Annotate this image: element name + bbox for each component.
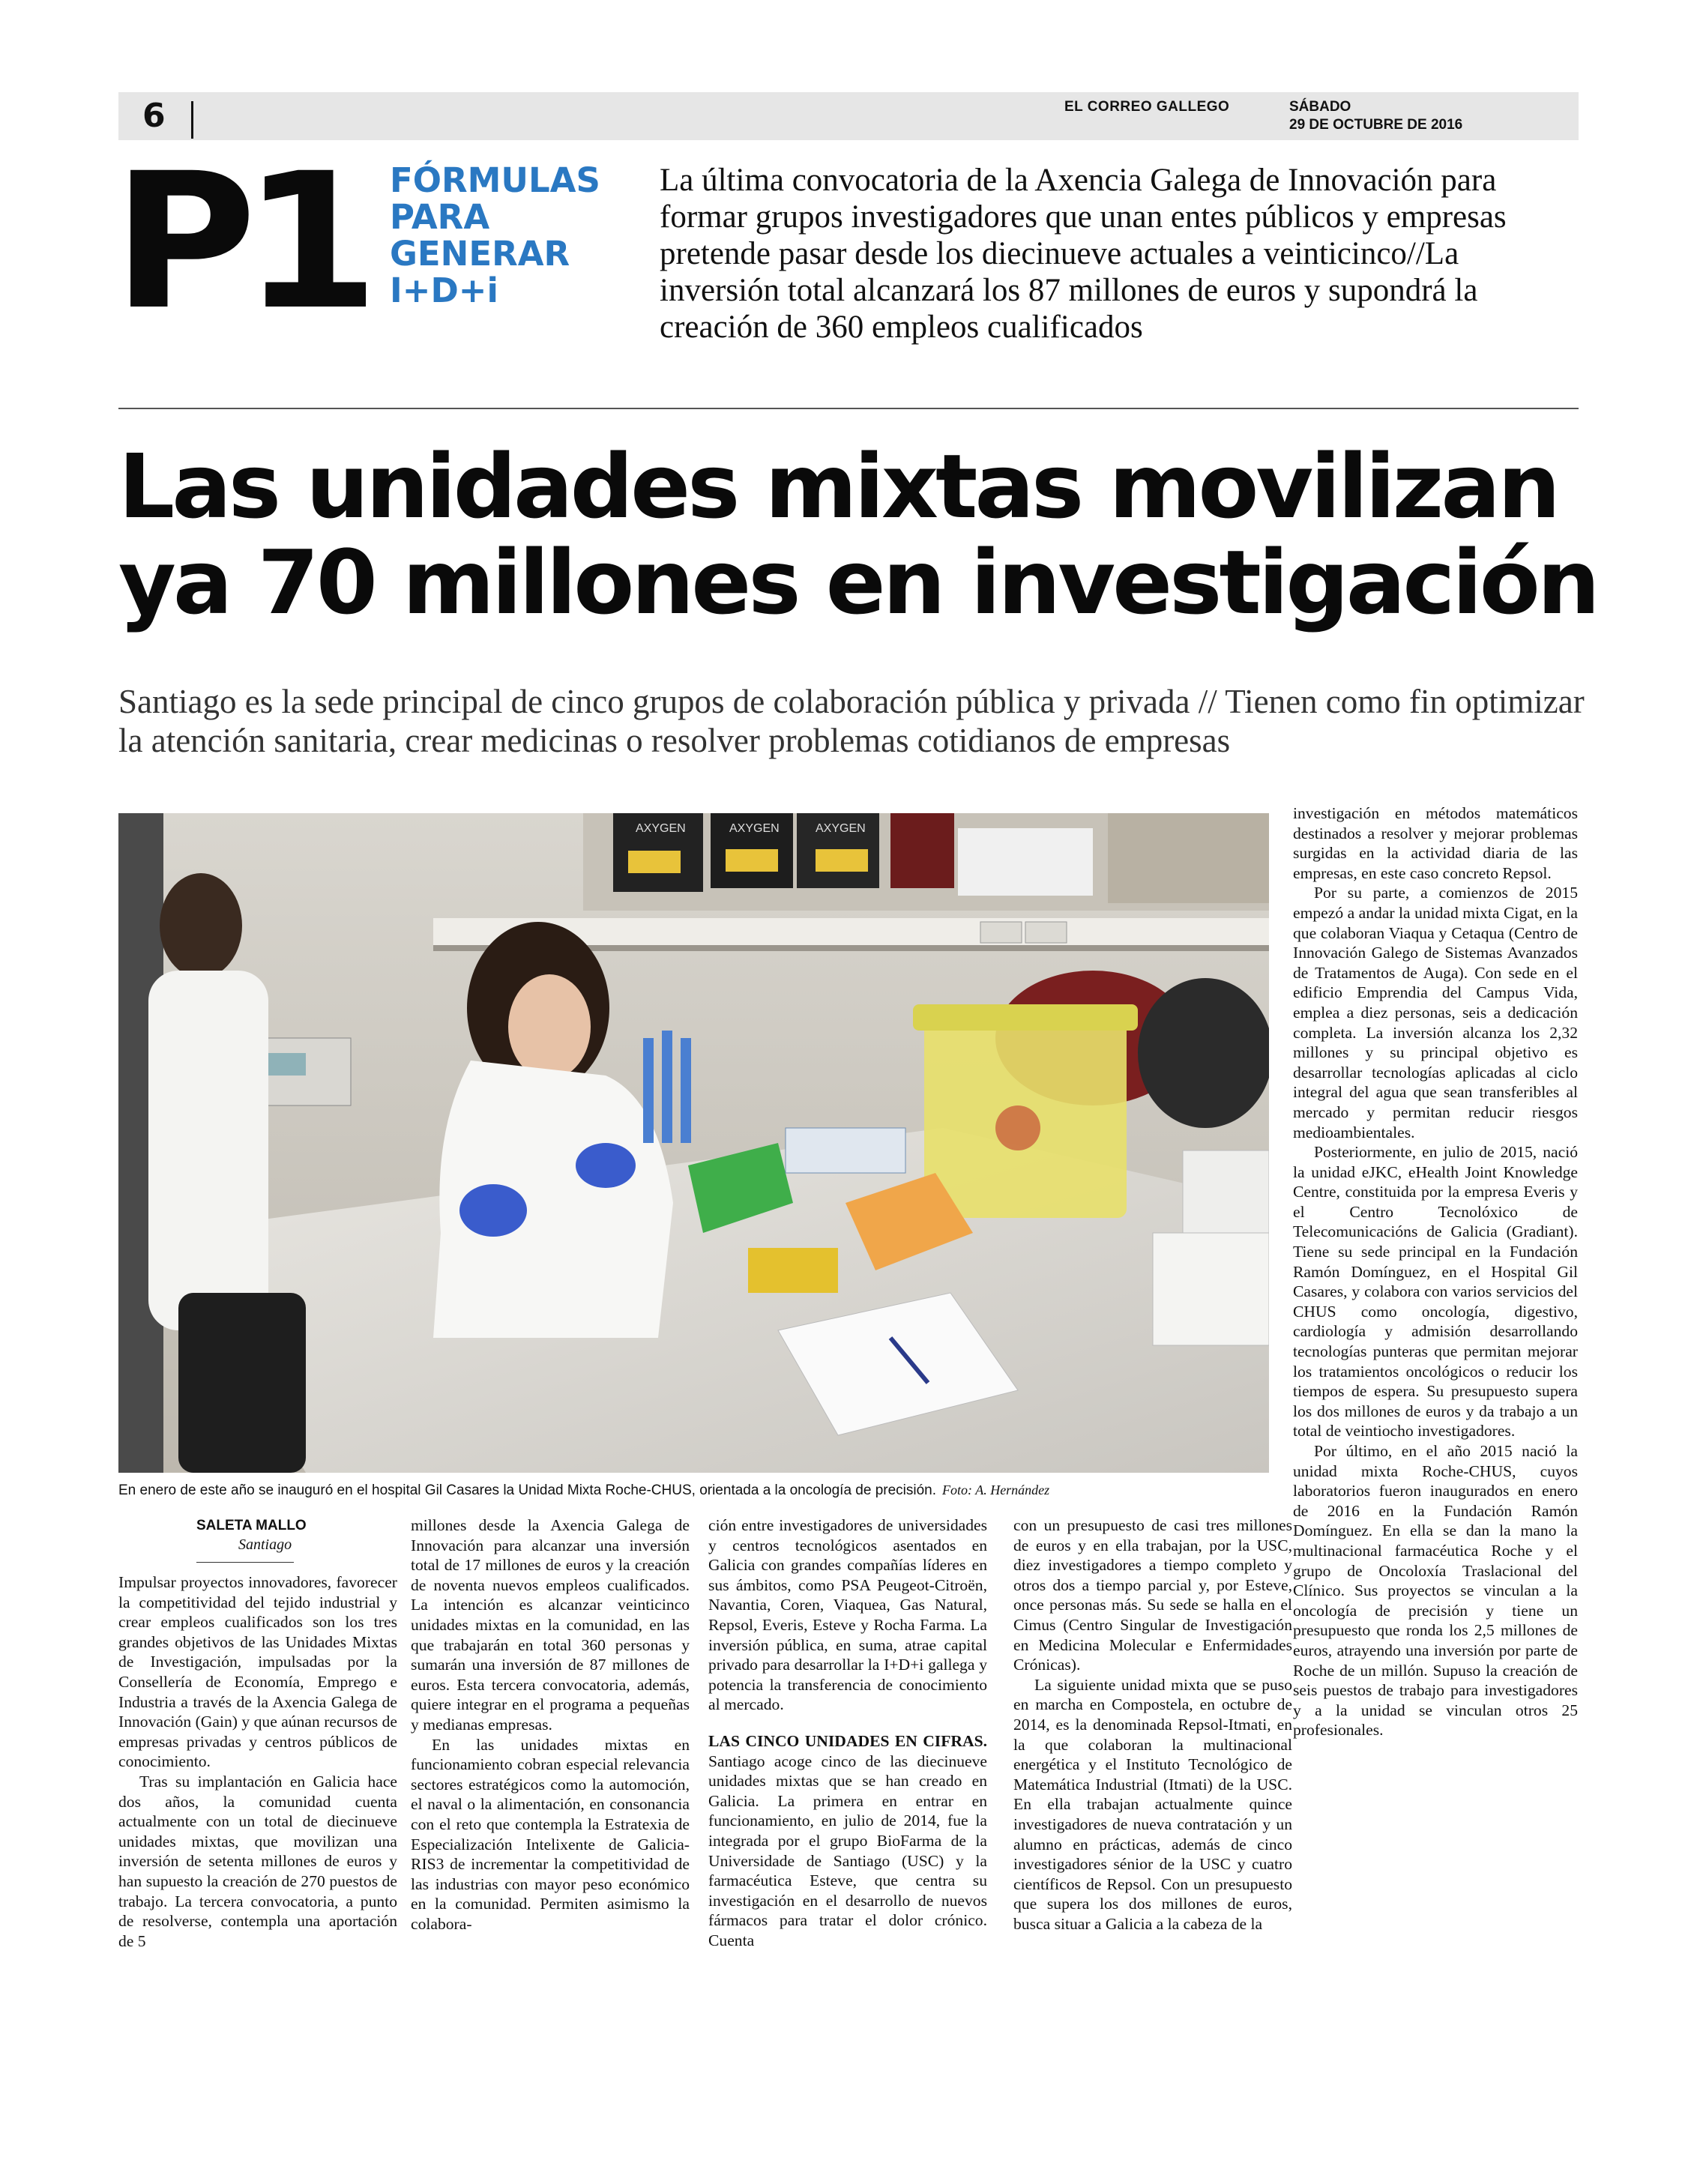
date-weekday: SÁBADO (1289, 99, 1351, 115)
lab-photo-illustration (118, 813, 1269, 1473)
paragraph: con un presupuesto de casi tres millones de euros y en ella trabajan, por la USC, diez investigadores a tiempo completo y otros dos a tiempo parcial y, por Esteve, once personas más. Su sede se halla en el Cimus (Centro Singular de Investigación en Medicina Molecular e Enfermidades Crónicas). (1013, 1516, 1292, 1674)
section-label-line: PARA (390, 197, 490, 237)
section-logo: P1 (112, 133, 366, 351)
article-column-3 (708, 1515, 987, 1950)
photo-caption (118, 1482, 1288, 1499)
box-label: AXYGEN (816, 822, 866, 835)
paragraph (708, 1731, 987, 1951)
byline-city: Santiago (238, 1536, 292, 1553)
paragraph: Impulsar proyectos innovadores, favorecer la competitividad del tejido industrial y crear empleos cualificados son los tres grandes objetivos de las Unidades Mixtas de Investigación, impulsadas por la Consellería de Economía, Emprego e Industria a través de la Axencia Galega de Innovación (Gain) y que aúnan recursos de empresas privadas y centros públicos de conocimiento. (118, 1573, 397, 1771)
section-label-line: I+D+i (390, 271, 498, 310)
paragraph: Tras su implantación en Galicia hace dos años, la comunidad cuenta actualmente con un total de diecinueve unidades mixtas, que movilizan una inversión de setenta millones de euros y han supuesto la creación de 270 puestos de trabajo. La tercera convocatoria, a punto de resolverse, contempla una aportación de 5 (118, 1772, 397, 1950)
article-column-5 (1293, 803, 1578, 1740)
paragraph: Por su parte, a comienzos de 2015 empezó a andar la unidad mixta Cigat, en la que colaboran Viaqua y Cetaqua (Centro de Innovación Galego de Sistemas Avanzados de Tratamentos de Auga). Con sede en el edificio Emprendia del Campus Vida, emplea a diez personas, seis a dedicación completa. La inversión alcanza los 2,32 millones y su principal objetivo es desarrollar tecnologías aplicadas al ciclo integral del agua que sean transferibles al mercado y permitan reducir riesgos medioambientales. (1293, 884, 1578, 1141)
paragraph: La siguiente unidad mixta que se puso en marcha en Compostela, en octubre de 2014, es la denominada Repsol-Itmati, en la que colaboran la multinacional energética y el Instituto Tecnológico de Matemática Industrial (Itmati) de la USC. En ella trabajan actualmente quince investigadores de nueva contratación y un alumno en prácticas, además de cinco investigadores sénior de la USC y cuatro científicos de Repsol. Con un presupuesto que supera los dos millones de euros, busca situar a Galicia a la cabeza de la (1013, 1675, 1292, 1933)
box-label: AXYGEN (636, 822, 686, 835)
newspaper-name: EL CORREO GALLEGO (1064, 99, 1230, 115)
page-number: 6 (142, 97, 166, 135)
headline-line: Las unidades mixtas movilizan (118, 435, 1558, 538)
section-label-line: FÓRMULAS (390, 160, 600, 200)
section-label-line: GENERAR (390, 234, 570, 274)
paragraph: Posteriormente, en julio de 2015, nació la unidad eJKC, eHealth Joint Knowledge Centre, constituida por la empresa Everis y el Centro Tecnolóxico de Telecomunicacións de Galicia (Gradiant). Tiene su sede principal en la Fundación Ramón Domínguez, en el Hospital Gil Casares, y colabora con varios servicios del CHUS como oncología, digestivo, cardiología y admisión desarrollando tecnologías punteras que permitan mejorar los tratamientos oncológicos o reducir los tiempos de espera. Su presupuesto supera los dos millones de euros y da trabajo a un total de veintiocho investigadores. (1293, 1143, 1578, 1441)
box-label: AXYGEN (729, 822, 780, 835)
article-column-1 (118, 1572, 397, 1951)
article-column-2 (411, 1515, 690, 1934)
paragraph: ción entre investigadores de universidades y centros tecnológicos asentados en Galicia con grandes compañías líderes en sus ámbitos, como PSA Peugeot-Citroën, Navantia, Coren, Viaquea, Gas Natural, Repsol, Everis, Esteve y Rocha Farma. La inversión pública, en suma, atrae capital privado para desarrollar la I+D+i gallega y potencia la transferencia de conocimiento al mercado. (708, 1516, 987, 1714)
date-full: 29 DE OCTUBRE DE 2016 (1289, 117, 1463, 133)
caption-text: En enero de este año se inauguró en el hospital Gil Casares la Unidad Mixta Roche-CHUS, orientada a la oncología de precisión. (118, 1482, 937, 1498)
subheadline: Santiago es la sede principal de cinco grupos de colaboración pública y privada // Tienen como fin optimizar la atención sanitaria, crear medicinas o resolver problemas cotidianos de empresas (118, 683, 1585, 759)
headline-line: ya 70 millones en investigación (118, 531, 1597, 634)
photo-credit: Foto: A. Hernández (942, 1482, 1050, 1497)
paragraph: Por último, en el año 2015 nació la unidad mixta Roche-CHUS, cuyos laboratorios fueron inaugurados en enero de 2016 en la Fundación Ramón Domínguez. En ella se dan la mano la multinacional farmacéutica Roche y el grupo de Oncoloxía Traslacional del Clínico. Sus proyectos se vinculan a la oncología de precisión y tiene un presupuesto que ronda los 2,5 millones de euros, atrayendo una inversión por parte de Roche de un millón. Supuso la creación de seis puestos de trabajo para investigadores y a la unidad se vinculan otros 25 profesionales. (1293, 1442, 1578, 1740)
headline (118, 435, 1597, 634)
byline-divider (196, 1562, 294, 1563)
paragraph-text: Santiago acoge cinco de las diecinueve unidades mixtas que se han creado en Galicia. La primera en entrar en funcionamiento, en julio de 2014, fue la integrada por el grupo BioFarma de la Universidade de Santiago (USC) y la farmacéutica Esteve, que centra su investigación en el desarrollo de nuevos fármacos para tratar el dolor crónico. Cuenta (708, 1752, 987, 1949)
section-intro: La última convocatoria de la Axencia Galega de Innovación para formar grupos investigadores que unan entes públicos y empresas pretende pasar desde los diecinueve actuales a veinticinco//La inversión total alcanzará los 87 millones de euros y supondrá la creación de 360 empleos cualificados (660, 163, 1507, 345)
byline-author: SALETA MALLO (196, 1518, 307, 1533)
section-lead: LAS CINCO UNIDADES EN CIFRAS. (708, 1731, 987, 1750)
section-label (390, 162, 645, 309)
paragraph: investigación en métodos matemáticos destinados a resolver y mejorar problemas surgidas en la actividad diaria de las empresas, en este caso concreto Repsol. (1293, 804, 1578, 882)
paragraph: En las unidades mixtas en funcionamiento cobran especial relevancia sectores estratégicos como la automoción, el naval o la alimentación, en consonancia con el reto que contempla la Estratexia de Especialización Intelixente de Galicia-RIS3 de incrementar la competitividad de las industrias con mayor peso económico en la comunidad. Permiten asimismo la colabora- (411, 1735, 690, 1933)
article-column-4 (1013, 1515, 1292, 1934)
horizontal-rule (118, 408, 1579, 409)
lab-photo (118, 813, 1269, 1473)
paragraph: millones desde la Axencia Galega de Innovación para alcanzar una inversión total de 17 millones de euros y la creación de noventa nuevos empleos cualificados. La intención es alcanzar veinticinco unidades mixtas en la comunidad, en las que trabajarán en total 360 personas y sumarán una inversión de 87 millones de euros. Esta tercera convocatoria, además, quiere integrar en el programa a pequeñas y medianas empresas. (411, 1516, 690, 1734)
